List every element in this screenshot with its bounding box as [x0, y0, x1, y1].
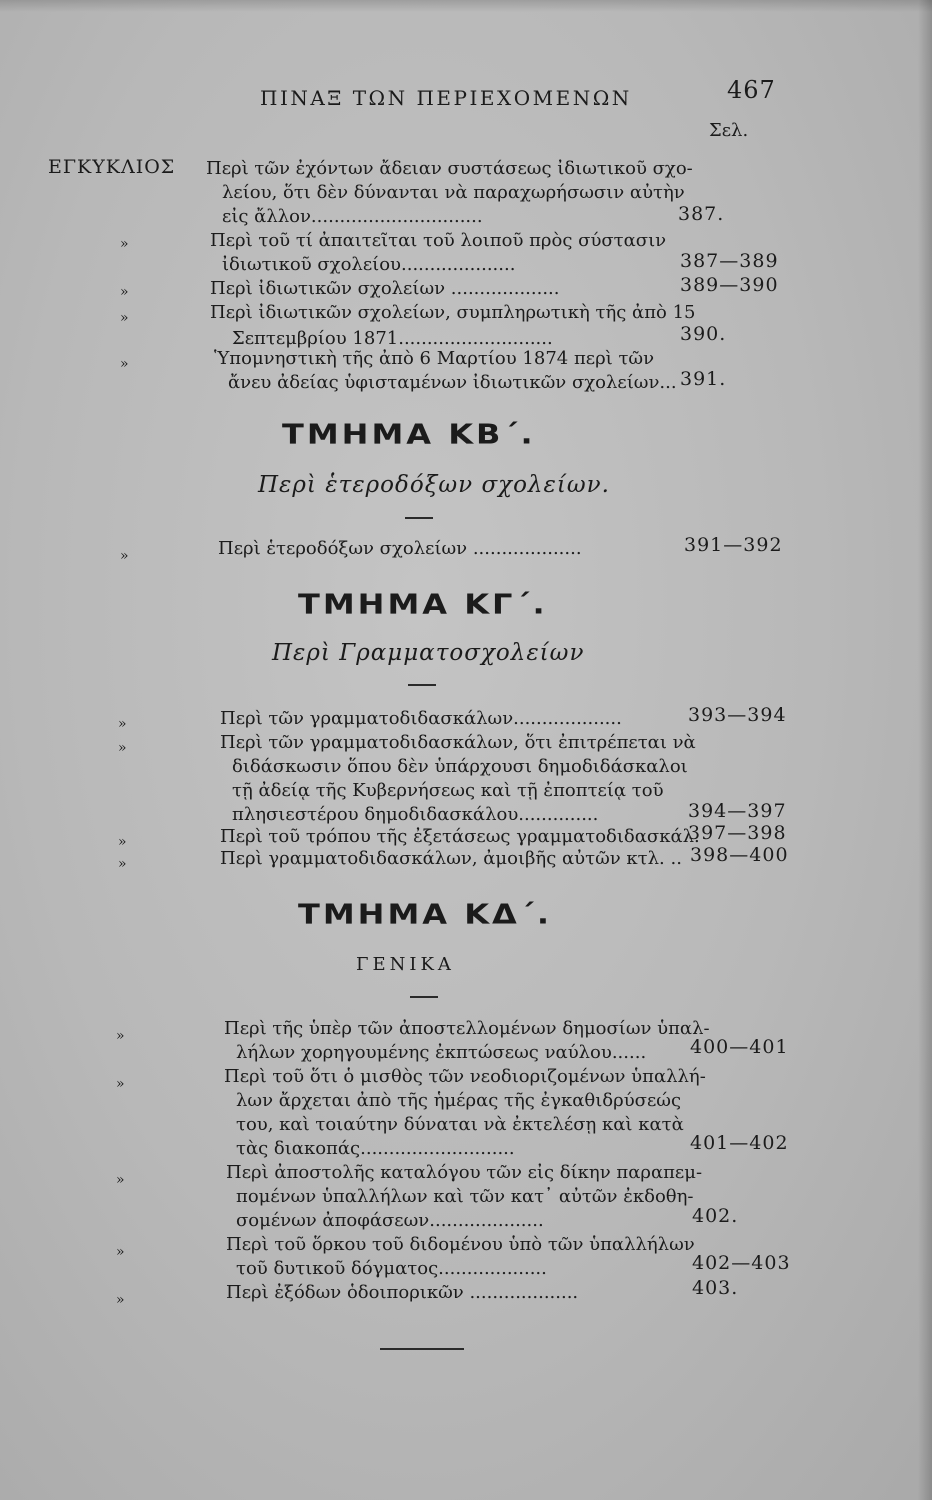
toc-line: του, καὶ τοιαύτην δύναται νὰ ἐκτελέσῃ καὶ κατὰ — [236, 1114, 684, 1135]
section-title-kb: ΤΜΗΜΑ ΚΒ΄. — [282, 418, 536, 451]
toc-line: Περὶ τοῦ ὅτι ὁ μισθὸς τῶν νεοδιοριζομένων ὑπαλλή- — [224, 1066, 706, 1087]
page-shadow-right — [918, 0, 932, 1500]
ditto-mark: » — [116, 1028, 125, 1044]
toc-line: Περὶ τῶν γραμματοδιδασκάλων................... — [220, 708, 622, 729]
ditto-mark: » — [116, 1292, 125, 1308]
toc-page-ref: 401—402 — [690, 1132, 789, 1154]
toc-page-ref: 402. — [692, 1205, 739, 1227]
section-title-kg: ΤΜΗΜΑ ΚΓ΄. — [298, 588, 548, 621]
toc-line: τῇ ἀδείᾳ τῆς Κυβερνήσεως καὶ τῇ ἐποπτείᾳ τοῦ — [232, 780, 664, 801]
toc-line: πομένων ὑπαλλήλων καὶ τῶν κατ᾿ αὐτῶν ἐκδοθη- — [236, 1186, 694, 1207]
toc-line: λων ἄρχεται ἀπὸ τῆς ἡμέρας τῆς ἐγκαθιδρύσεώς — [236, 1090, 682, 1111]
toc-line: Περὶ τῶν ἐχόντων ἄδειαν συστάσεως ἰδιωτικοῦ σχο- — [206, 158, 693, 179]
toc-page-ref: 402—403 — [692, 1252, 791, 1274]
page-number: 467 — [727, 76, 776, 104]
toc-line: Περὶ τῶν γραμματοδιδασκάλων, ὅτι ἐπιτρέπεται νὰ — [220, 732, 696, 753]
toc-page-ref: 398—400 — [690, 844, 789, 866]
ditto-mark: » — [116, 1244, 125, 1260]
ditto-mark: » — [120, 284, 129, 300]
toc-line: Περὶ τοῦ τρόπου τῆς ἐξετάσεως γραμματοδιδασκάλ. — [220, 826, 700, 847]
section-subtitle-kd: ΓΕΝΙΚΑ — [356, 954, 455, 975]
toc-line: λείου, ὅτι δὲν δύνανται νὰ παραχωρήσωσιν αὐτὴν — [222, 182, 685, 203]
toc-page-ref: 391—392 — [684, 534, 783, 556]
toc-page-ref: 400—401 — [690, 1036, 789, 1058]
running-head: ΠΙΝΑΞ ΤΩΝ ΠΕΡΙΕΧΟΜΕΝΩΝ — [260, 86, 632, 110]
toc-line: διδάσκωσιν ὅπου δὲν ὑπάρχουσι δημοδιδάσκαλοι — [232, 756, 688, 777]
toc-line: εἰς ἄλλον.............................. — [222, 206, 483, 227]
toc-line: τοῦ δυτικοῦ δόγματος................... — [236, 1258, 547, 1279]
closing-rule — [380, 1348, 464, 1350]
toc-line: Περὶ τῆς ὑπὲρ τῶν ἀποστελλομένων δημοσίων ὑπαλ- — [224, 1018, 710, 1039]
toc-page-ref: 391. — [680, 368, 727, 390]
toc-line: Περὶ ἀποστολῆς καταλόγου τῶν εἰς δίκην παραπεμ- — [226, 1162, 703, 1183]
section-subtitle-kg: Περὶ Γραμματοσχολείων — [272, 640, 585, 666]
toc-page-ref: 397—398 — [688, 822, 787, 844]
toc-line: σομένων ἀποφάσεων.................... — [236, 1210, 544, 1231]
ditto-mark: » — [120, 310, 129, 326]
ditto-mark: » — [120, 356, 129, 372]
ditto-mark: » — [120, 236, 129, 252]
toc-line: Περὶ ἐξόδων ὁδοιπορικῶν ................... — [226, 1282, 579, 1303]
pages-column-label: Σελ. — [709, 120, 749, 141]
toc-line: ἄνευ ἀδείας ὑφισταμένων ἰδιωτικῶν σχολείων... — [228, 372, 677, 393]
section-rule — [405, 517, 433, 519]
toc-page-ref: 393—394 — [688, 704, 787, 726]
page-shadow-top — [0, 0, 932, 12]
toc-line: Περὶ τοῦ τί ἀπαιτεῖται τοῦ λοιποῦ πρὸς σύστασιν — [210, 230, 667, 251]
ditto-mark: » — [118, 834, 127, 850]
toc-line: Περὶ ἰδιωτικῶν σχολείων, συμπληρωτικὴ τῆς ἀπὸ 15 — [210, 302, 696, 323]
toc-line: Περὶ ἰδιωτικῶν σχολείων ................... — [210, 278, 560, 299]
toc-line: Σεπτεμβρίου 1871........................... — [232, 328, 553, 349]
toc-line: τὰς διακοπάς........................... — [236, 1138, 515, 1159]
toc-line: ἰδιωτικοῦ σχολείου.................... — [222, 254, 516, 275]
section-rule — [408, 684, 436, 686]
ditto-mark: » — [118, 716, 127, 732]
toc-page-ref: 387. — [678, 203, 725, 225]
toc-page-ref: 390. — [680, 323, 727, 345]
toc-page-ref: 394—397 — [688, 800, 787, 822]
toc-line: Περὶ τοῦ ὅρκου τοῦ διδομένου ὑπὸ τῶν ὑπαλλήλων — [226, 1234, 695, 1255]
ditto-mark: » — [116, 1172, 125, 1188]
toc-page-ref: 403. — [692, 1277, 739, 1299]
section-subtitle-kb: Περὶ ἑτεροδόξων σχολείων. — [258, 472, 610, 498]
ditto-mark: » — [120, 548, 129, 564]
toc-line: Περὶ ἑτεροδόξων σχολείων ................... — [218, 538, 582, 559]
toc-page-ref: 387—389 — [680, 250, 779, 272]
ditto-mark: » — [116, 1076, 125, 1092]
toc-line: Ὑπομνηστικὴ τῆς ἀπὸ 6 Μαρτίου 1874 περὶ τῶν — [214, 348, 655, 369]
toc-page-ref: 389—390 — [680, 274, 779, 296]
category-label: ΕΓΚΥΚΛΙΟΣ — [48, 156, 176, 178]
toc-line: λήλων χορηγουμένης ἐκπτώσεως ναύλου...... — [236, 1042, 647, 1063]
section-title-kd: ΤΜΗΜΑ ΚΔ΄. — [298, 898, 553, 931]
toc-line: Περὶ γραμματοδιδασκάλων, ἀμοιβῆς αὐτῶν κτλ. .. — [220, 848, 682, 869]
ditto-mark: » — [118, 856, 127, 872]
toc-line: πλησιεστέρου δημοδιδασκάλου.............. — [232, 804, 599, 825]
section-rule — [410, 996, 438, 998]
ditto-mark: » — [118, 740, 127, 756]
